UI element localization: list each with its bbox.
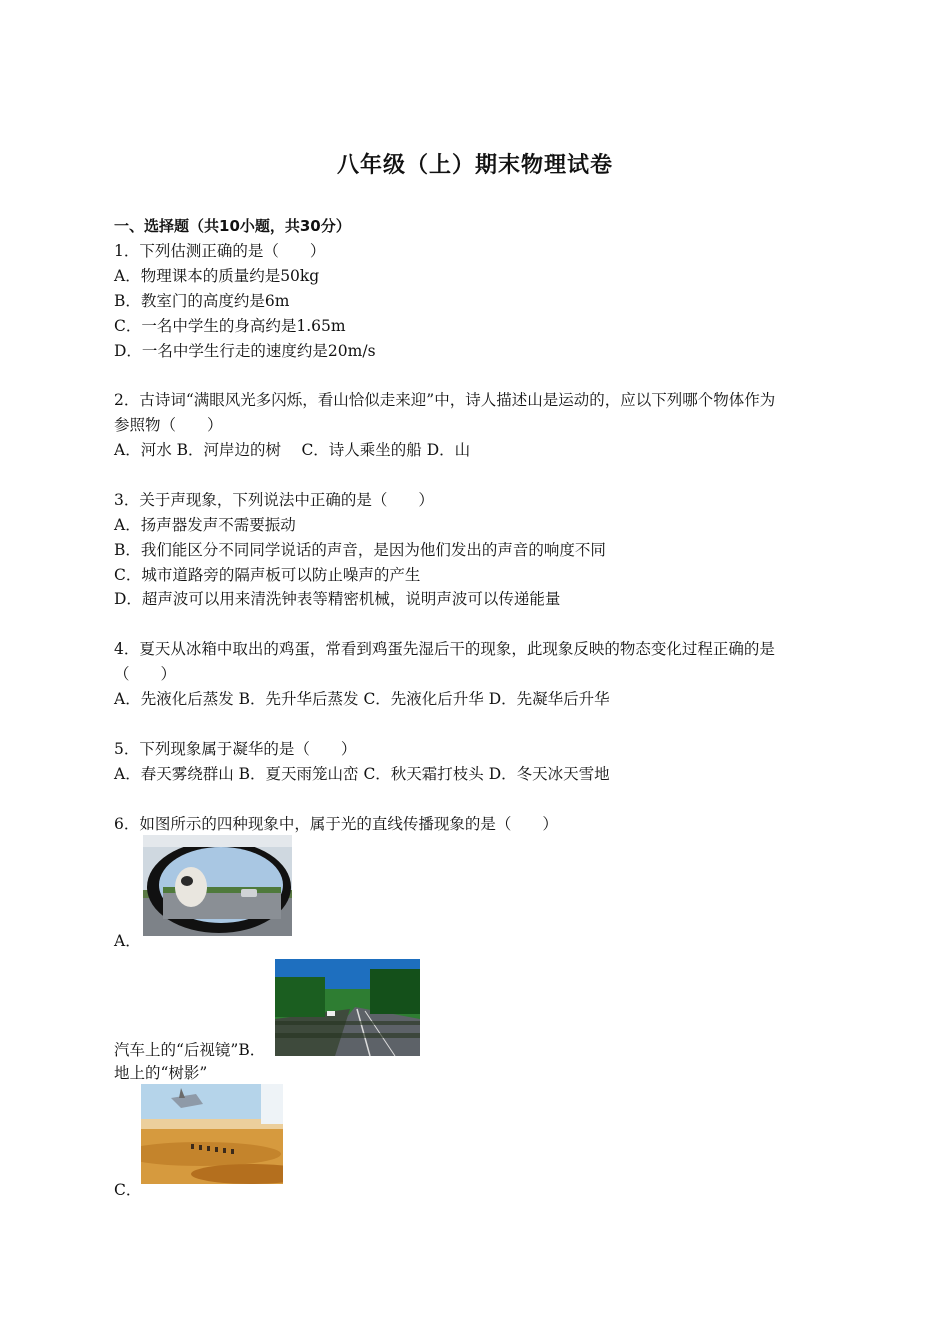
question-3-option-c: C．城市道路旁的隔声板可以防止噪声的产生 [114, 566, 421, 584]
question-1-option-c: C．一名中学生的身高约是1.65m [114, 317, 346, 335]
question-5-stem: 5．下列现象属于凝华的是（ ） [114, 740, 357, 758]
question-5-options: A．春天雾绕群山 B．夏天雨笼山峦 C．秋天霜打枝头 D．冬天冰天雪地 [114, 765, 610, 783]
question-6-option-c-label: C． [114, 1181, 142, 1199]
question-3-option-a: A．扬声器发声不需要振动 [114, 516, 296, 534]
question-1-option-b: B．教室门的高度约是6m [114, 292, 290, 310]
question-1-option-a: A．物理课本的质量约是50kg [114, 267, 320, 285]
question-4-stem-line2: （ ） [114, 665, 177, 683]
question-2-stem-line1: 2．古诗词“满眼风光多闪烁，看山恰似走来迎”中，诗人描述山是运动的，应以下列哪个物体作为 [114, 391, 776, 409]
question-1-option-d: D．一名中学生行走的速度约是20m/s [114, 342, 376, 360]
page-title: 八年级（上）期末物理试卷 [336, 153, 613, 178]
question-6-option-a-label: A． [114, 932, 141, 950]
question-2-stem-line2: 参照物（ ） [114, 416, 223, 434]
question-3-option-b: B．我们能区分不同同学说话的声音，是因为他们发出的声音的响度不同 [114, 541, 606, 559]
question-4-options: A．先液化后蒸发 B．先升华后蒸发 C．先液化后升华 D．先凝华后升华 [114, 690, 610, 708]
question-3-stem: 3．关于声现象，下列说法中正确的是（ ） [114, 491, 434, 509]
question-6-stem: 6．如图所示的四种现象中，属于光的直线传播现象的是（ ） [114, 815, 558, 833]
desert-mirage-image [141, 1084, 283, 1184]
question-6-option-b-caption: 地上的“树影” [114, 1064, 208, 1082]
question-4-stem-line1: 4．夏天从冰箱中取出的鸡蛋，常看到鸡蛋先湿后干的现象，此现象反映的物态变化过程正确的是 [114, 640, 775, 658]
section-heading: 一、选择题（共10小题，共30分） [114, 217, 351, 235]
tree-shadow-road-image [275, 959, 420, 1056]
question-1-stem: 1．下列估测正确的是（ ） [114, 242, 326, 260]
rearview-mirror-image [143, 835, 292, 936]
question-2-options: A．河水 B．河岸边的树 C．诗人乘坐的船 D．山 [114, 441, 471, 459]
question-6-option-a-caption: 汽车上的“后视镜”B． [114, 1041, 266, 1059]
question-3-option-d: D．超声波可以用来清洗钟表等精密机械，说明声波可以传递能量 [114, 590, 561, 608]
